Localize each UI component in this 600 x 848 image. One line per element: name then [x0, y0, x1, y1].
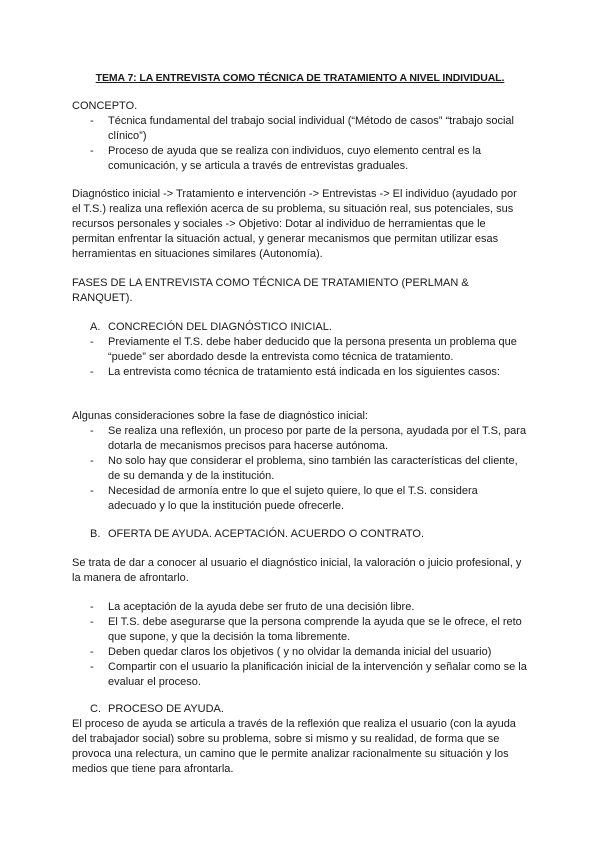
consideraciones-list	[72, 424, 528, 514]
list-item: - El T.S. debe asegurarse que la persona comprende la ayuda que se le ofrece, el reto que supone, y que la decisión la toma libremente.	[72, 615, 528, 645]
concepto-list	[72, 114, 528, 174]
concepto-heading: CONCEPTO.	[72, 100, 138, 112]
section-b-letter: B.	[90, 528, 101, 540]
list-item: - La aceptación de la ayuda debe ser fruto de una decisión libre.	[72, 600, 528, 615]
section-c	[90, 702, 528, 717]
section-a	[90, 320, 528, 335]
list-item: - Compartir con el usuario la planificación inicial de la intervención y señalar como se la evaluar el proceso.	[72, 660, 528, 690]
consideraciones-section	[72, 409, 528, 514]
section-b-list	[72, 600, 528, 690]
section-b-heading	[90, 527, 528, 542]
list-item: - Proceso de ayuda que se realiza con individuos, cuyo elemento central es la comunicación, y se articula a través de entrevistas graduales.	[72, 144, 528, 174]
list-item: - Necesidad de armonía entre lo que el sujeto quiere, lo que el T.S. considera adecuado y lo que la institución puede ofrecerle.	[72, 484, 528, 514]
document-title: TEMA 7: LA ENTREVISTA COMO TÉCNICA DE TRATAMIENTO A NIVEL INDIVIDUAL.	[95, 72, 505, 84]
section-c-paragraph: El proceso de ayuda se articula a través de la reflexión que realiza el usuario (con la ayuda del trabajador social) sobre su problema, sobre si mismo y su realidad, de forma que se provoca una relectura, un camino que le permite analizar racionalmente su situación y los medios que tiene para afrontarla.	[72, 718, 516, 775]
list-item: - La entrevista como técnica de tratamiento está indicada en los siguientes casos:	[72, 365, 528, 380]
diagnostico-paragraph: Diagnóstico inicial -> Tratamiento e intervención -> Entrevistas -> El individuo (ayudado por el T.S.) realiza una reflexión acerca de su problema, su situación real, sus potenciales, sus recursos personales y sociales -> Objetivo: Dotar al individuo de herramientas que le permitan enfrentar la situación actual, y generar mecanismos que permitan utilizar esas herramientas en situaciones similares (Autonomía).	[72, 188, 517, 260]
section-b-title: OFERTA DE AYUDA. ACEPTACIÓN. ACUERDO O CONTRATO.	[108, 528, 424, 540]
section-c-title: PROCESO DE AYUDA.	[108, 703, 224, 715]
list-item: - Se realiza una reflexión, un proceso por parte de la persona, ayudada por el T.S, para dotarla de mecanismos precisos para hacerse autónoma.	[72, 424, 528, 454]
section-c-letter: C.	[90, 703, 101, 715]
section-c-heading	[90, 702, 528, 717]
list-item: - Técnica fundamental del trabajo social individual (“Método de casos” “trabajo social clínico”)	[72, 114, 528, 144]
section-a-list	[72, 335, 528, 380]
consideraciones-heading: Algunas consideraciones sobre la fase de diagnóstico inicial:	[72, 410, 368, 422]
list-item: - No solo hay que considerar el problema, sino también las características del cliente, de su demanda y de la institución.	[72, 454, 528, 484]
list-item: - Deben quedar claros los objetivos ( y no olvidar la demanda inicial del usuario)	[72, 645, 528, 660]
concepto-section	[72, 99, 528, 174]
fases-heading: FASES DE LA ENTREVISTA COMO TÉCNICA DE TRATAMIENTO (PERLMAN & RANQUET).	[72, 277, 469, 304]
section-b	[90, 527, 528, 542]
list-item: - Previamente el T.S. debe haber deducido que la persona presenta un problema que “puede” ser abordado desde la entrevista como técnica de tratamiento.	[72, 335, 528, 365]
section-a-title: CONCRECIÓN DEL DIAGNÓSTICO INICIAL.	[108, 321, 332, 333]
section-a-heading	[90, 320, 528, 335]
section-a-letter: A.	[90, 321, 101, 333]
section-b-paragraph: Se trata de dar a conocer al usuario el diagnóstico inicial, la valoración o juicio profesional, y la manera de afrontarlo.	[72, 557, 522, 584]
